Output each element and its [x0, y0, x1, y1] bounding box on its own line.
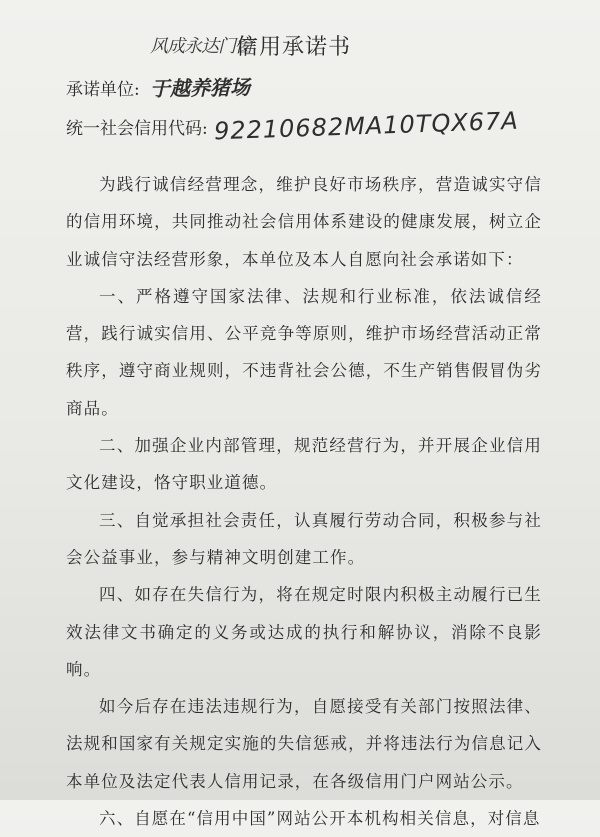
credit-code-value: 92210682MA10TQX67A — [213, 106, 519, 146]
commitment-unit-value: 于越养猪场 — [149, 75, 250, 101]
paragraph-item-6: 六、自愿在“信用中国”网站公开本机构相关信息，对信息 — [99, 809, 541, 829]
paragraph-item-2: 二、加强企业内部管理，规范经营行为，并开展企业信用文化建设，恪守职业道德。 — [66, 436, 542, 493]
paragraph-item-1: 一、严格遵守国家法律、法规和行业标准，依法诚信经营，践行诚实信用、公平竞争等原则，维护市场经营活动正常秩序，遵守商业规则，不违背社会公德，不生产销售假冒伪劣商品。 — [66, 286, 542, 418]
document-title — [150, 28, 450, 64]
paragraph-intro: 为践行诚信经营理念，维护良好市场秩序，营造诚实守信的信用环境，共同推动社会信用体系建设的健康发展，树立企业诚信守法经营形象，本单位及本人自愿向社会承诺如下： — [66, 175, 542, 269]
document-body — [66, 166, 542, 837]
commitment-unit-label: 承诺单位: — [66, 80, 140, 100]
paragraph-item-3: 三、自觉承担社会责任，认真履行劳动合同，积极参与社会公益事业，参与精神文明创建工作。 — [66, 510, 542, 567]
credit-code-label: 统一社会信用代码: — [66, 119, 208, 139]
commitment-unit-field — [66, 72, 250, 101]
paragraph-item-4: 四、如存在失信行为，将在规定时限内积极主动履行已生效法律文书确定的义务或达成的执行和解协议，消除不良影响。 — [66, 585, 542, 679]
title-printed: 信用承诺书 — [236, 35, 352, 60]
paragraph-item-5: 如今后存在违法违规行为，自愿接受有关部门按照法律、法规和国家有关规定实施的失信惩戒，并将违法行为信息记入本单位及法定代表人信用记录，在各级信用门户网站公示。 — [66, 697, 542, 791]
title-handwritten-prefix: 风成永达门窗 — [150, 36, 252, 57]
credit-code-field — [66, 106, 519, 146]
